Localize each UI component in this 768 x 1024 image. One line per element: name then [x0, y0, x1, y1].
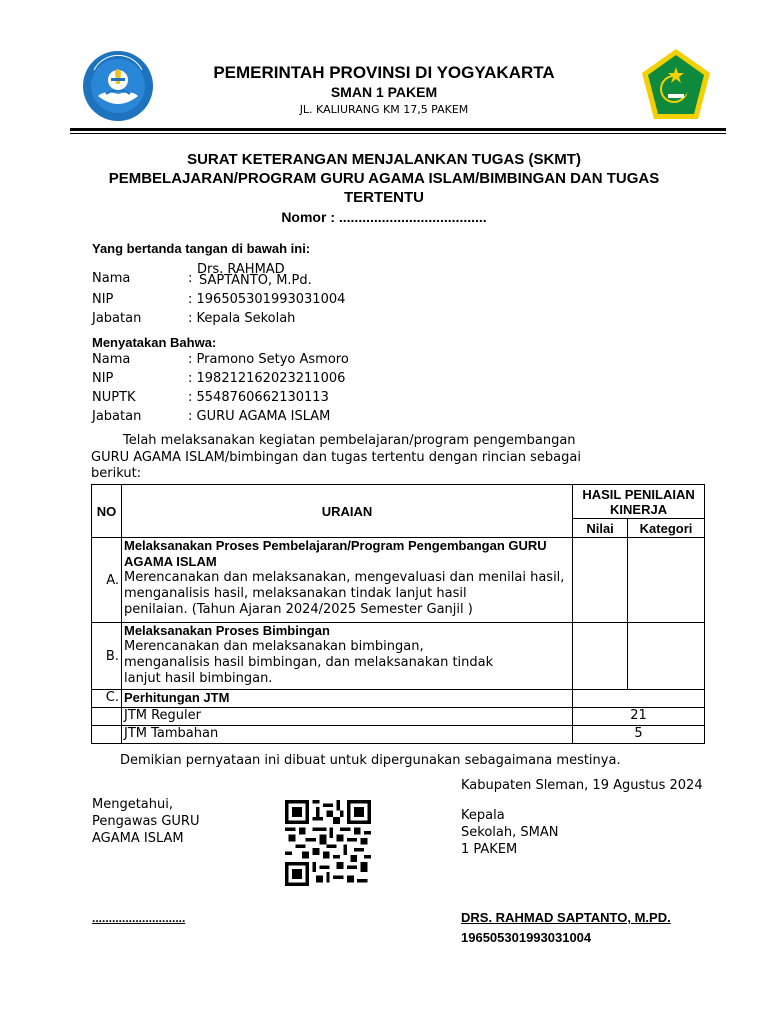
paragraph-line1: Telah melaksanakan kegiatan pembelajaran/program pengembangan: [123, 433, 576, 448]
row-desc-3: lanjut hasil bimbingan.: [123, 671, 273, 686]
subject-intro: Menyatakan Bahwa:: [92, 335, 217, 350]
row-desc-3: penilaian. (Tahun Ajaran 2024/2025 Semester Ganjil ): [123, 602, 473, 617]
place-date: Kabupaten Sleman, 19 Agustus 2024: [461, 778, 703, 793]
table-row: [92, 708, 705, 726]
paragraph-line2: GURU AGAMA ISLAM/bimbingan dan tugas tertentu dengan rincian sebagai: [91, 450, 581, 465]
th-no: NO: [92, 485, 122, 538]
header-divider-thick: [70, 128, 726, 131]
row-no: [92, 726, 122, 744]
table-row: [92, 538, 705, 623]
row-no: [92, 708, 122, 726]
header-divider-thin: [70, 133, 726, 134]
right-sign-line1: Kepala: [461, 808, 505, 823]
row-no: A.: [92, 538, 122, 623]
signatory-nama-label: Nama: [92, 271, 131, 286]
jtm-tambahan-value: 5: [573, 726, 705, 744]
subject-jabatan-label: Jabatan: [92, 409, 142, 424]
header-school: SMAN 1 PAKEM: [330, 84, 438, 100]
signatory-intro: Yang bertanda tangan di bawah ini:: [92, 241, 311, 256]
signatory-nama-line2: SAPTANTO, M.Pd.: [199, 273, 312, 288]
left-sign-line3: AGAMA ISLAM: [92, 831, 184, 846]
subject-nip-label: NIP: [92, 371, 114, 386]
signatory-nip: : 196505301993031004: [188, 292, 346, 307]
row-no: C.: [92, 690, 122, 708]
row-desc-2: menganalisis hasil, melaksanakan tindak lanjut hasil: [123, 586, 467, 601]
right-sign-nip: 196505301993031004: [461, 930, 592, 945]
row-desc-1: Merencanakan dan melaksanakan, mengevaluasi dan menilai hasil,: [123, 570, 565, 585]
paragraph-line3: berikut:: [91, 466, 142, 481]
row-title: Perhitungan JTM: [121, 690, 572, 708]
signatory-nip-label: NIP: [92, 292, 114, 307]
row-desc-2: menganalisis hasil bimbingan, dan melaksanakan tindak: [123, 655, 494, 670]
subject-jabatan: : GURU AGAMA ISLAM: [188, 409, 331, 424]
row-kategori: [628, 538, 705, 623]
left-sign-line2: Pengawas GURU: [92, 814, 200, 829]
subject-nama: : Pramono Setyo Asmoro: [188, 352, 349, 367]
header-address: JL. KALIURANG KM 17,5 PAKEM: [299, 103, 469, 116]
doc-title-line1: SURAT KETERANGAN MENJALANKAN TUGAS (SKMT): [187, 151, 581, 168]
row-value: [573, 690, 705, 708]
closing-statement: Demikian pernyataan ini dibuat untuk dipergunakan sebagaimana mestinya.: [120, 753, 621, 768]
row-uraian: [121, 623, 572, 690]
row-uraian: [121, 538, 572, 623]
subject-nama-label: Nama: [92, 352, 131, 367]
row-kategori: [628, 623, 705, 690]
table-row: [92, 690, 705, 708]
th-nilai: Nilai: [573, 519, 628, 538]
table-row: [92, 726, 705, 744]
right-sign-line3: 1 PAKEM: [461, 842, 518, 857]
left-sign-line1: Mengetahui,: [92, 797, 173, 812]
signatory-jabatan-label: Jabatan: [92, 311, 142, 326]
row-title: Melaksanakan Proses Pembelajaran/Program Pengembangan GURU AGAMA ISLAM: [123, 538, 547, 569]
subject-nip: : 198212162023211006: [188, 371, 346, 386]
doc-title-line3: TERTENTU: [344, 189, 424, 206]
doc-title-line2: PEMBELAJARAN/PROGRAM GURU AGAMA ISLAM/BIMBINGAN DAN TUGAS: [108, 170, 660, 187]
jtm-reguler-label: JTM Reguler: [121, 708, 572, 726]
performance-table: [91, 484, 705, 744]
jtm-reguler-value: 21: [573, 708, 705, 726]
right-sign-name: DRS. RAHMAD SAPTANTO, M.PD.: [461, 910, 671, 925]
qr-code-icon: [285, 799, 371, 887]
left-sign-name: ............................: [92, 911, 186, 925]
row-desc-1: Merencanakan dan melaksanakan bimbingan,: [123, 639, 424, 654]
kemenag-logo: [638, 47, 714, 123]
subject-nuptk-label: NUPTK: [92, 390, 136, 405]
th-hasil: HASIL PENILAIAN KINERJA: [573, 485, 705, 519]
row-title: Melaksanakan Proses Bimbingan: [123, 623, 330, 638]
signatory-jabatan: : Kepala Sekolah: [188, 311, 296, 326]
doc-number: Nomor : ......................................: [281, 209, 487, 225]
signatory-nama-colon: :: [188, 271, 193, 286]
header-government: PEMERINTAH PROVINSI DI YOGYAKARTA: [213, 63, 555, 82]
subject-nuptk: : 5548760662130113: [188, 390, 329, 405]
row-no: B.: [92, 623, 122, 690]
right-sign-line2: Sekolah, SMAN: [461, 825, 559, 840]
row-nilai: [573, 623, 628, 690]
table-row: [92, 623, 705, 690]
th-uraian: URAIAN: [121, 485, 572, 538]
jtm-tambahan-label: JTM Tambahan: [121, 726, 572, 744]
row-nilai: [573, 538, 628, 623]
signatory-nama-line1: Drs. RAHMAD: [197, 262, 285, 277]
th-kategori: Kategori: [628, 519, 705, 538]
